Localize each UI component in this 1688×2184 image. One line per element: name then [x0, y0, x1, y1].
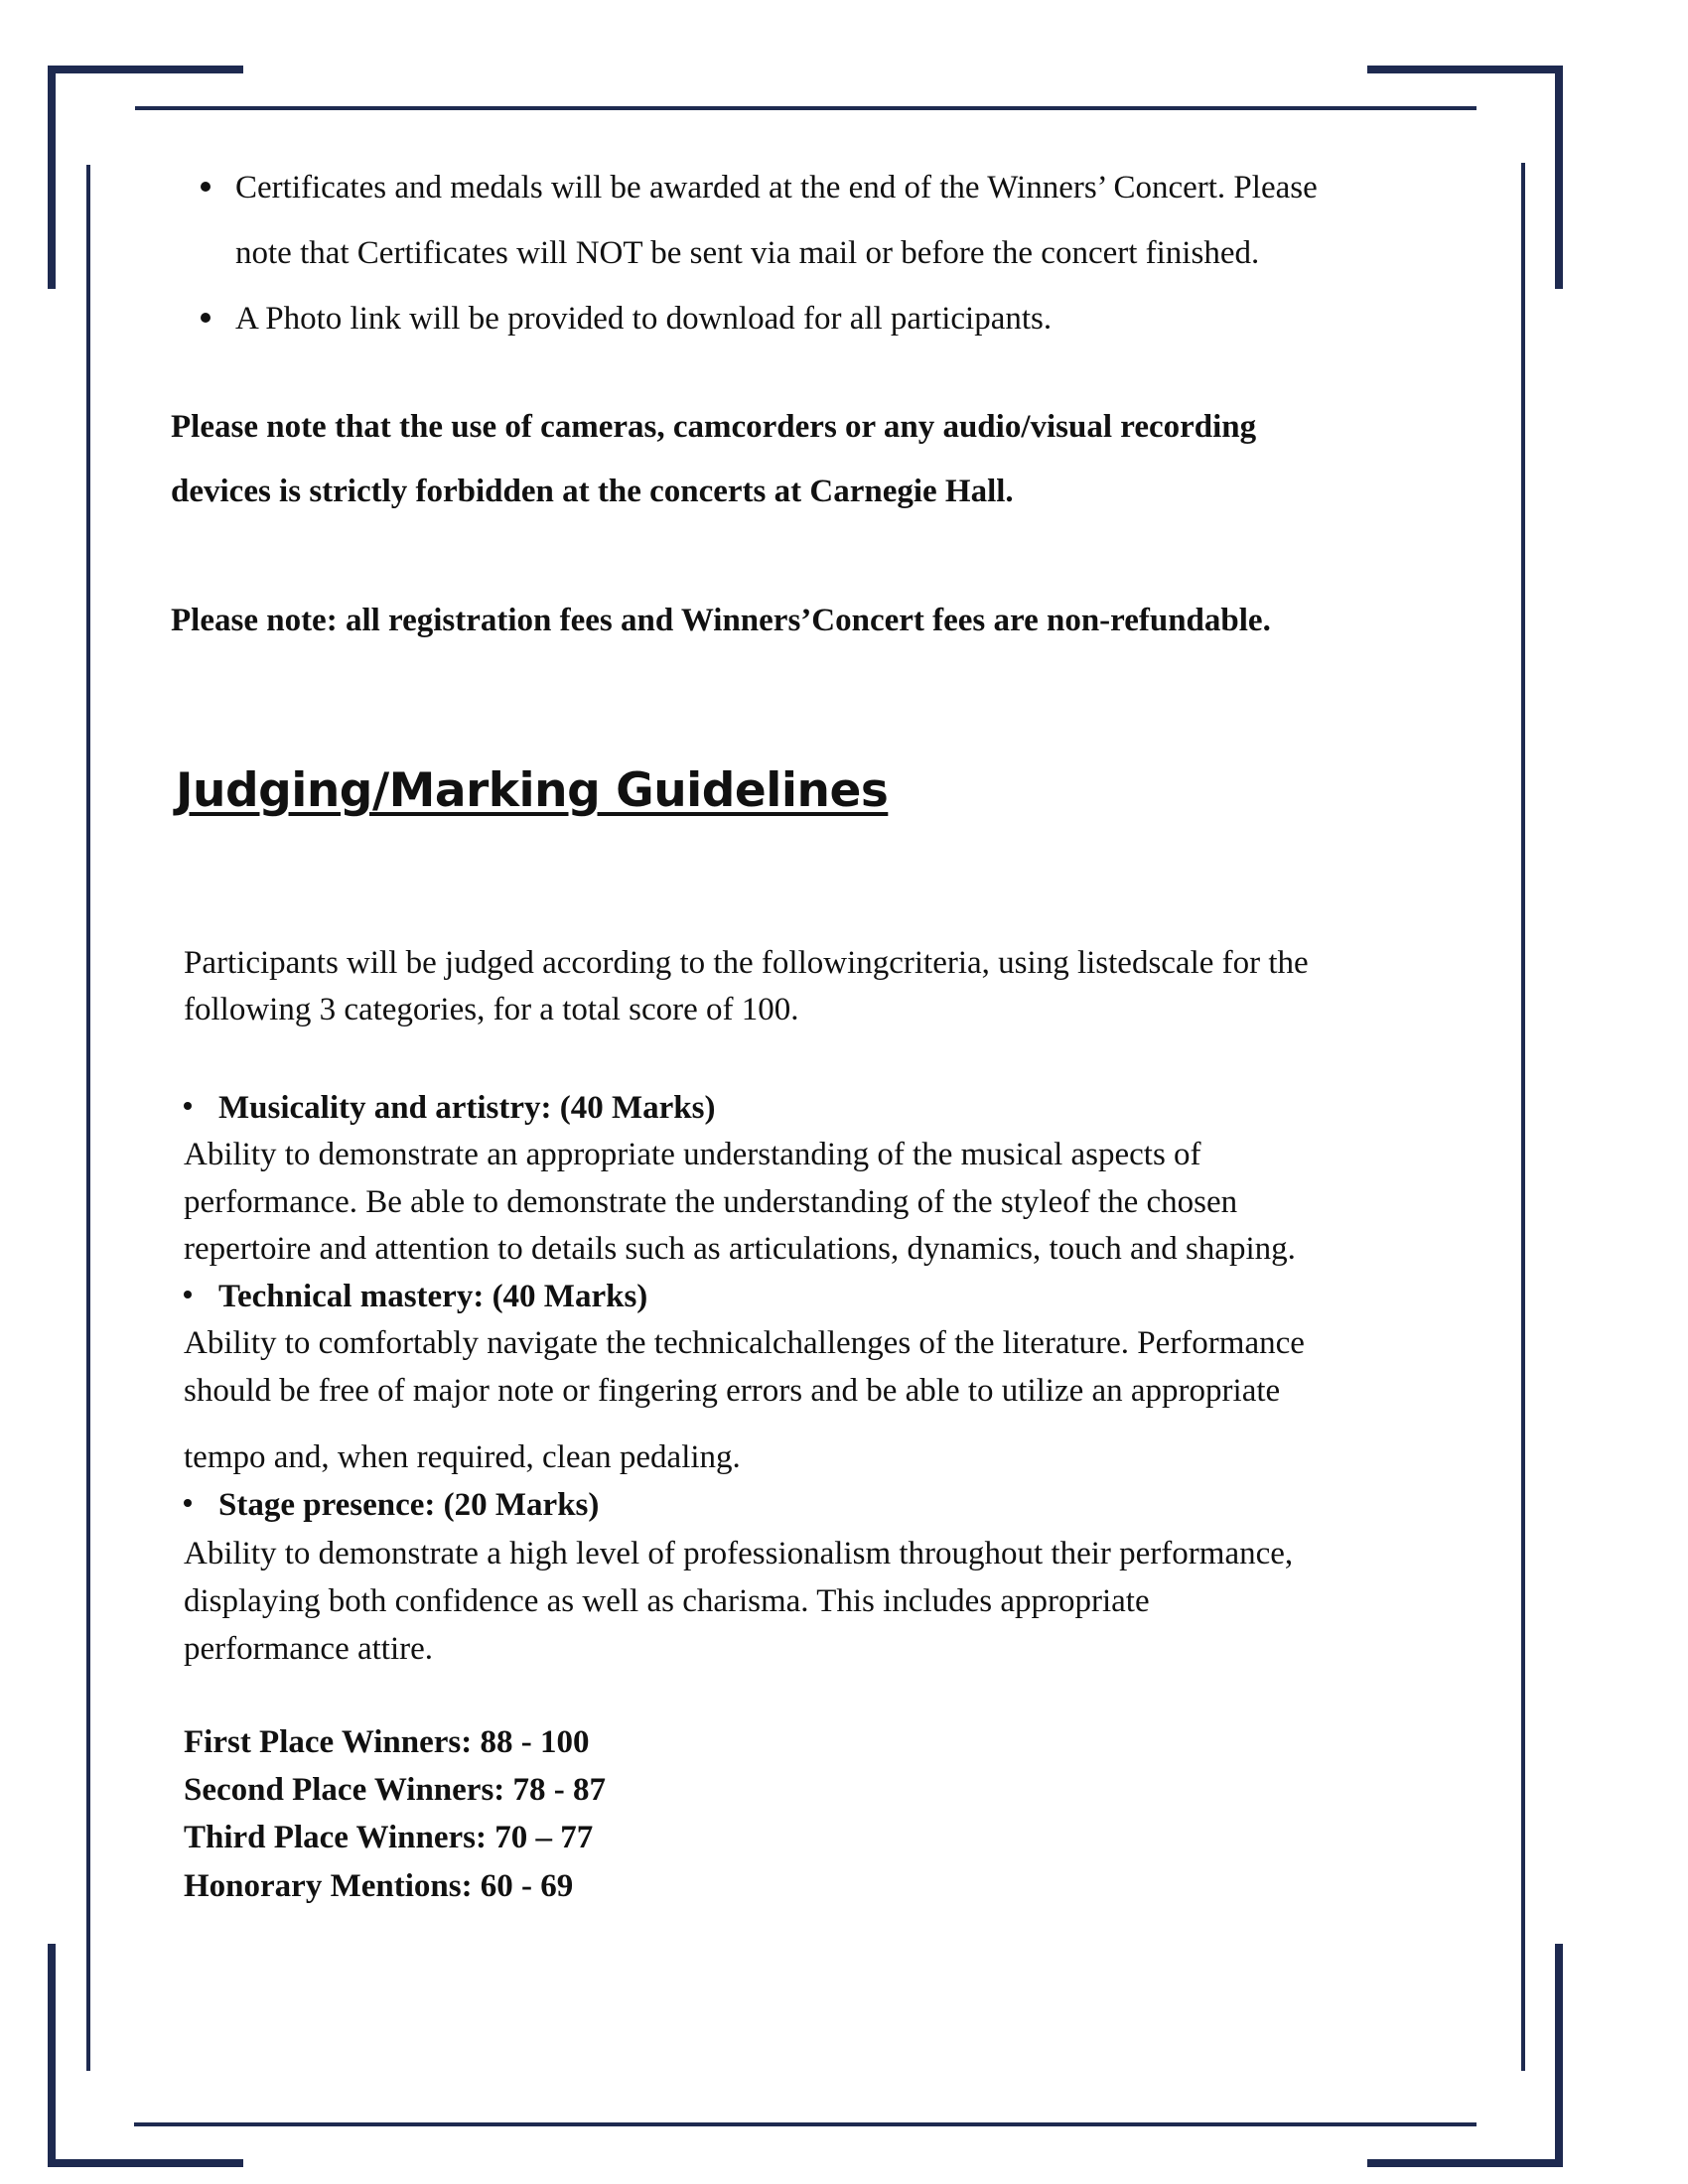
bullet-icon — [184, 1499, 192, 1507]
criterion-musicality-desc-2: performance. Be able to demonstrate the understanding of the styleof the chosen — [184, 1184, 1238, 1220]
bullet-icon — [201, 182, 211, 192]
bullet-icon — [201, 313, 211, 323]
bullet-icon — [184, 1102, 192, 1110]
frame-inner-bottom-line — [134, 2122, 1477, 2126]
recording-notice-line-2: devices is strictly forbidden at the concerts at Carnegie Hall. — [171, 474, 1014, 509]
judging-guidelines-heading: Judging/Marking Guidelines — [176, 763, 889, 818]
frame-inner-right-line — [1521, 163, 1525, 2071]
criterion-stage-presence-desc-1: Ability to demonstrate a high level of professionalism throughout their performance, — [184, 1536, 1294, 1571]
criterion-musicality-desc-3: repertoire and attention to details such as articulations, dynamics, touch and shaping. — [184, 1231, 1296, 1267]
frame-corner-top-left-vertical — [48, 66, 56, 289]
criterion-stage-presence-desc-3: performance attire. — [184, 1631, 434, 1667]
criterion-technical-label: Technical mastery: (40 Marks) — [218, 1279, 648, 1314]
judging-intro-line-2: following 3 categories, for a total score of 100. — [184, 992, 799, 1027]
awards-bullet-1-line-2: note that Certificates will NOT be sent via mail or before the concert finished. — [235, 235, 1260, 271]
criterion-musicality-desc-1: Ability to demonstrate an appropriate understanding of the musical aspects of — [184, 1137, 1201, 1172]
score-range-first-place: First Place Winners: 88 - 100 — [184, 1724, 590, 1760]
frame-corner-bottom-left-vertical — [48, 1944, 56, 2167]
refund-notice: Please note: all registration fees and Winners’Concert fees are non-refundable. — [171, 603, 1271, 638]
frame-corner-top-right-horizontal — [1367, 66, 1563, 73]
frame-inner-top-line — [135, 106, 1477, 110]
criterion-stage-presence-label: Stage presence: (20 Marks) — [218, 1487, 600, 1523]
frame-corner-bottom-right-horizontal — [1367, 2159, 1563, 2167]
criterion-technical-desc-3: tempo and, when required, clean pedaling. — [184, 1439, 741, 1475]
score-range-second-place: Second Place Winners: 78 - 87 — [184, 1772, 607, 1808]
criterion-technical-desc-2: should be free of major note or fingering errors and be able to utilize an appropriate — [184, 1373, 1281, 1409]
judging-intro-line-1: Participants will be judged according to the followingcriteria, using listedscale for the — [184, 945, 1309, 981]
awards-bullet-1-line-1: Certificates and medals will be awarded at the end of the Winners’ Concert. Please — [235, 170, 1318, 205]
frame-corner-bottom-right-vertical — [1555, 1944, 1563, 2167]
criterion-stage-presence-desc-2: displaying both confidence as well as charisma. This includes appropriate — [184, 1583, 1150, 1619]
recording-notice-line-1: Please note that the use of cameras, camcorders or any audio/visual recording — [171, 409, 1257, 445]
criterion-technical-desc-1: Ability to comfortably navigate the technicalchallenges of the literature. Performance — [184, 1325, 1305, 1361]
frame-corner-bottom-left-horizontal — [48, 2159, 243, 2167]
bullet-icon — [184, 1291, 192, 1298]
frame-corner-top-left-horizontal — [48, 66, 243, 73]
frame-inner-left-line — [86, 165, 90, 2071]
awards-bullet-2-line-1: A Photo link will be provided to download for all participants. — [235, 301, 1053, 337]
frame-corner-top-right-vertical — [1555, 66, 1563, 289]
score-range-honorary-mentions: Honorary Mentions: 60 - 69 — [184, 1868, 574, 1904]
score-range-third-place: Third Place Winners: 70 – 77 — [184, 1820, 594, 1855]
criterion-musicality-label: Musicality and artistry: (40 Marks) — [218, 1090, 716, 1126]
